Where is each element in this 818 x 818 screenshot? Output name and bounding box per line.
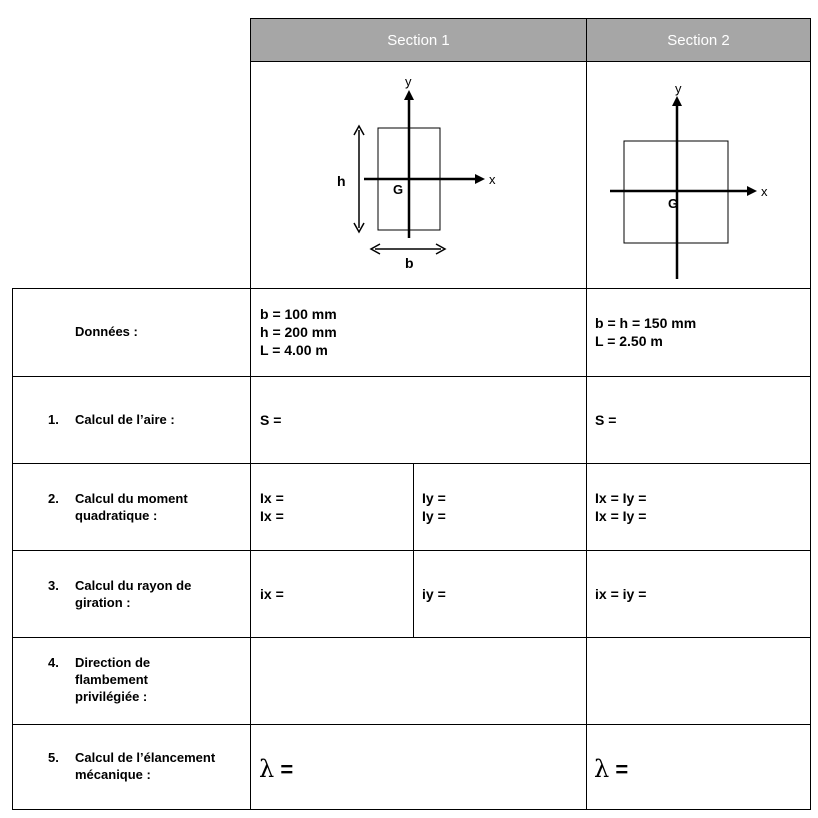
value-l: L = 4.00 m: [260, 342, 328, 358]
lambda-formula: [259, 755, 293, 783]
iy-formula-2: Iy =: [422, 508, 446, 524]
item-number: 5.: [48, 750, 59, 765]
section-1-diagram: [251, 62, 586, 288]
ix-radius-formula: ix =: [260, 586, 284, 602]
donnees-label: Données :: [75, 324, 138, 339]
y-axis-arrow: [672, 96, 682, 106]
b-label: b: [405, 255, 414, 271]
elancement-label: [75, 749, 215, 783]
section-2-diagram-cell: [586, 61, 811, 289]
item-number: 1.: [48, 412, 59, 427]
lambda-symbol: λ: [259, 755, 275, 783]
moment-label: [75, 490, 188, 524]
section-2-diagram: [587, 62, 810, 288]
centroid-label: G: [668, 196, 679, 211]
value-b-h: b = h = 150 mm: [595, 315, 697, 331]
aire-section-2-cell: [586, 376, 811, 464]
moment-section-2-cell: [586, 463, 811, 551]
elancement-label-line-1: Calcul de l’élancement: [75, 750, 216, 765]
value-h: h = 200 mm: [260, 324, 337, 340]
y-axis-label: y: [405, 74, 412, 89]
flambement-section-2-cell[interactable]: [586, 637, 811, 725]
centroid-label: G: [393, 182, 404, 197]
x-axis-label: x: [489, 172, 496, 187]
y-axis-label: y: [675, 81, 682, 96]
elancement-label-cell: [12, 724, 251, 810]
rayon-label-line-2: giration :: [75, 595, 131, 610]
donnees-section-2-values: [595, 314, 696, 350]
rayon-section-1-y-cell: [413, 550, 587, 638]
moment-section-1-y-formulas: [422, 489, 446, 525]
donnees-section-1-cell: [250, 288, 587, 377]
moment-section-2-formulas: [595, 489, 646, 525]
flambement-label: [75, 654, 150, 705]
iy-formula-1: Iy =: [422, 490, 446, 506]
item-number: 3.: [48, 578, 59, 593]
aire-section-2-formula: S =: [595, 412, 617, 428]
elancement-section-1-cell: [250, 724, 587, 810]
ix-formula-2: Ix =: [260, 508, 284, 524]
moment-label-cell: [12, 463, 251, 551]
y-axis-arrow: [404, 90, 414, 100]
elancement-section-2-cell: [586, 724, 811, 810]
rayon-section-1-x-cell: [250, 550, 414, 638]
aire-label-cell: [12, 376, 251, 464]
value-b: b = 100 mm: [260, 306, 337, 322]
section-1-header: [250, 18, 587, 62]
donnees-label-cell: [12, 288, 251, 377]
item-number: 4.: [48, 655, 59, 670]
value-l: L = 2.50 m: [595, 333, 663, 349]
lambda-symbol: λ: [594, 755, 610, 783]
moment-section-1-y-cell: [413, 463, 587, 551]
flambement-label-line-3: privilégiée :: [75, 689, 148, 704]
section-2-header: [586, 18, 811, 62]
moment-section-1-x-formulas: [260, 489, 284, 525]
section-1-title: Section 1: [387, 31, 450, 49]
section-2-title: Section 2: [667, 31, 730, 49]
donnees-section-2-cell: [586, 288, 811, 377]
lambda-equals: =: [274, 757, 294, 782]
iy-radius-formula: iy =: [422, 586, 446, 602]
ixy-formula-2: Ix = Iy =: [595, 508, 647, 524]
rayon-label-cell: [12, 550, 251, 638]
flambement-label-cell: [12, 637, 251, 725]
aire-label: Calcul de l’aire :: [75, 412, 175, 427]
aire-section-1-cell: [250, 376, 587, 464]
moment-label-line-2: quadratique :: [75, 508, 158, 523]
lambda-formula: [594, 755, 628, 783]
item-number: 2.: [48, 491, 59, 506]
h-label: h: [337, 173, 346, 189]
section-1-diagram-cell: [250, 61, 587, 289]
donnees-section-1-values: [260, 305, 337, 359]
rayon-label: [75, 577, 191, 611]
elancement-label-line-2: mécanique :: [75, 767, 151, 782]
moment-section-1-x-cell: [250, 463, 414, 551]
rayon-section-2-cell: [586, 550, 811, 638]
moment-label-line-1: Calcul du moment: [75, 491, 188, 506]
aire-section-1-formula: S =: [260, 412, 282, 428]
flambement-label-line-1: Direction de: [75, 655, 151, 670]
ix-formula-1: Ix =: [260, 490, 284, 506]
x-axis-label: x: [761, 184, 768, 199]
lambda-equals: =: [609, 757, 629, 782]
x-axis-arrow: [747, 186, 757, 196]
flambement-label-line-2: flambement: [75, 672, 148, 687]
ixy-formula-1: Ix = Iy =: [595, 490, 647, 506]
flambement-section-1-cell[interactable]: [250, 637, 587, 725]
rayon-label-line-1: Calcul du rayon de: [75, 578, 192, 593]
ixy-radius-formula: ix = iy =: [595, 586, 647, 602]
x-axis-arrow: [475, 174, 485, 184]
